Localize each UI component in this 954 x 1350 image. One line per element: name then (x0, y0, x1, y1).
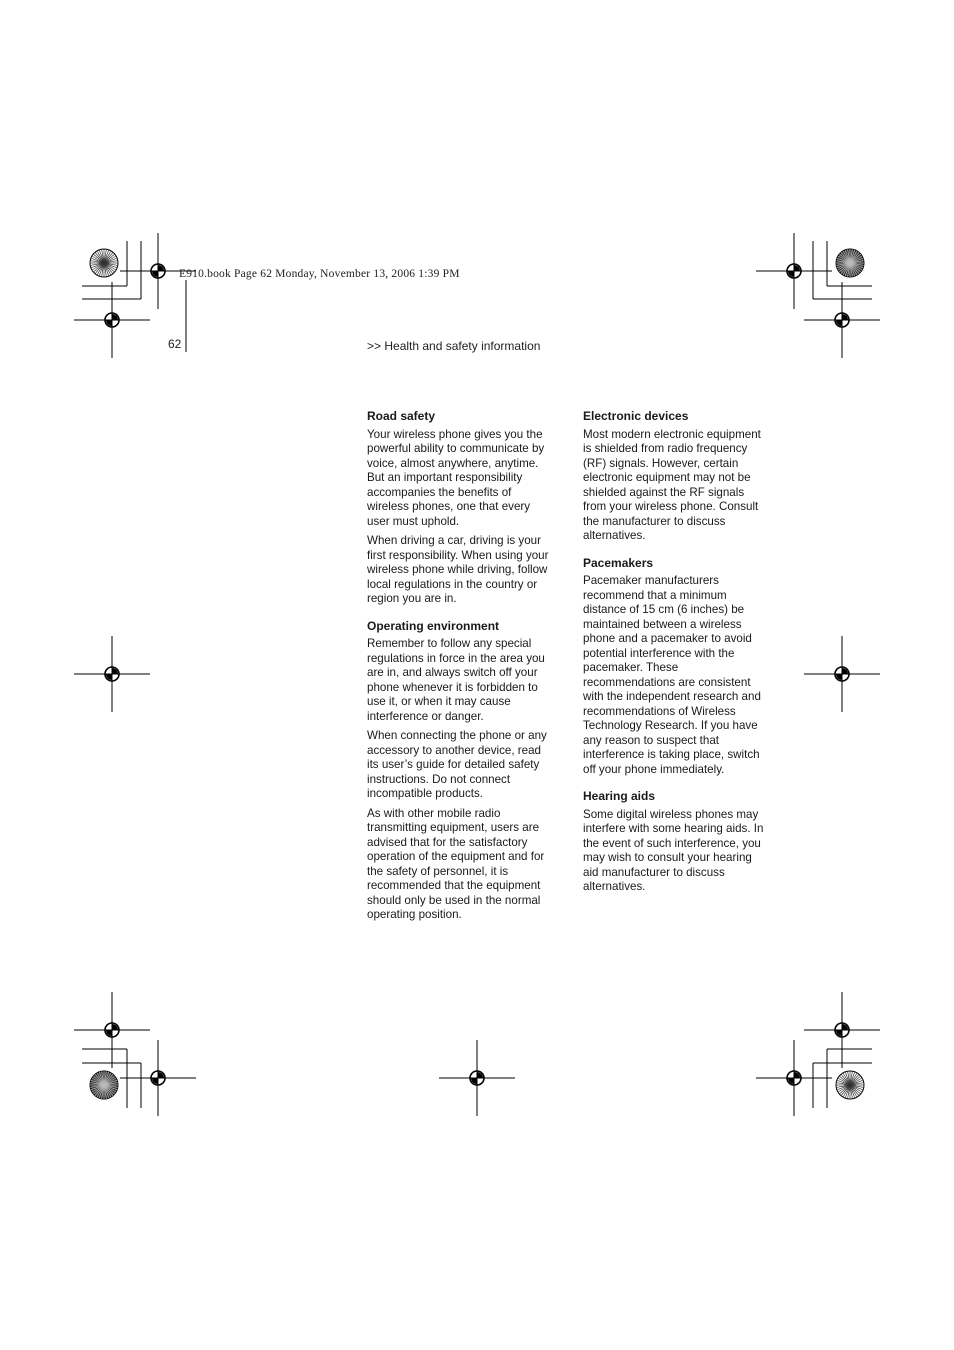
registration-crosshair-icon (756, 1040, 832, 1116)
registration-crosshair-icon (804, 282, 880, 358)
section-pacemakers (583, 556, 768, 778)
section-title: Hearing aids (583, 789, 656, 803)
section-hearing-aids (583, 789, 768, 895)
section-operating-environment (367, 619, 552, 923)
paragraph: As with other mobile radio transmitting equipment, users are advised that for the satisfactory operation of the equipment and for the safety of personnel, it is recommended that the equipment should only be used in the normal operating position. (367, 806, 545, 921)
paragraph: Your wireless phone gives you the powerful ability to communicate by voice, almost anywhere, anytime. But an important responsibility accompanies the benefits of wireless phones, one that every user must uphold. (367, 427, 545, 528)
section-title: Operating environment (367, 618, 500, 633)
registration-crosshair-icon (804, 636, 880, 712)
section-road-safety (367, 409, 552, 607)
registration-crosshair-icon (74, 636, 150, 712)
registration-crosshair-icon (74, 282, 150, 358)
paragraph: Pacemaker manufacturers recommend that a minimum distance of 15 cm (6 inches) be maintained between a wireless phone and a pacemaker to avoid potential interference with the pacemaker. These recommendations are consistent with the independent research and recommendations of Wireless Technology Research. If you have any reason to suspect that interference is taking place, switch off your phone immediately. (583, 574, 761, 776)
registration-crosshair-icon (439, 1040, 515, 1116)
registration-starburst-icon (836, 249, 864, 277)
book-info-line: E910.book Page 62 Monday, November 13, 2006 1:39 PM (179, 268, 460, 280)
registration-crosshair-icon (120, 1040, 196, 1116)
running-head: >> Health and safety information (367, 339, 541, 353)
registration-crosshair-icon (756, 233, 832, 309)
section-title: Road safety (367, 409, 436, 423)
registration-crosshair-icon (74, 992, 150, 1068)
section-electronic-devices (583, 409, 768, 544)
right-column (583, 409, 768, 907)
registration-starburst-icon (90, 249, 118, 277)
section-title: Electronic devices (583, 409, 689, 423)
registration-crosshair-icon (804, 992, 880, 1068)
paragraph: Most modern electronic equipment is shielded from radio frequency (RF) signals. However, certain electronic equipment may not be shielded against the RF signals from your wireless phone. Consult the manufacturer to discuss alternatives. (583, 427, 761, 542)
paragraph: Remember to follow any special regulations in force in the area you are in, and always switch off your phone whenever it is forbidden to use it, or when it may cause interference or danger. (367, 637, 545, 723)
page-number: 62 (168, 337, 182, 351)
paragraph: When connecting the phone or any accessory to another device, read its user’s guide for detailed safety instructions. Do not connect incompatible products. (367, 729, 547, 800)
registration-starburst-icon (90, 1071, 118, 1099)
section-title: Pacemakers (583, 555, 654, 570)
paragraph: When driving a car, driving is your first responsibility. When using your wireless phone while driving, follow local regulations in the country or region you are in. (367, 534, 549, 605)
paragraph: Some digital wireless phones may interfere with some hearing aids. In the event of such interference, you may wish to consult your hearing aid manufacturer to discuss alternatives. (583, 807, 764, 893)
registration-starburst-icon (836, 1071, 864, 1099)
left-column (367, 409, 552, 935)
